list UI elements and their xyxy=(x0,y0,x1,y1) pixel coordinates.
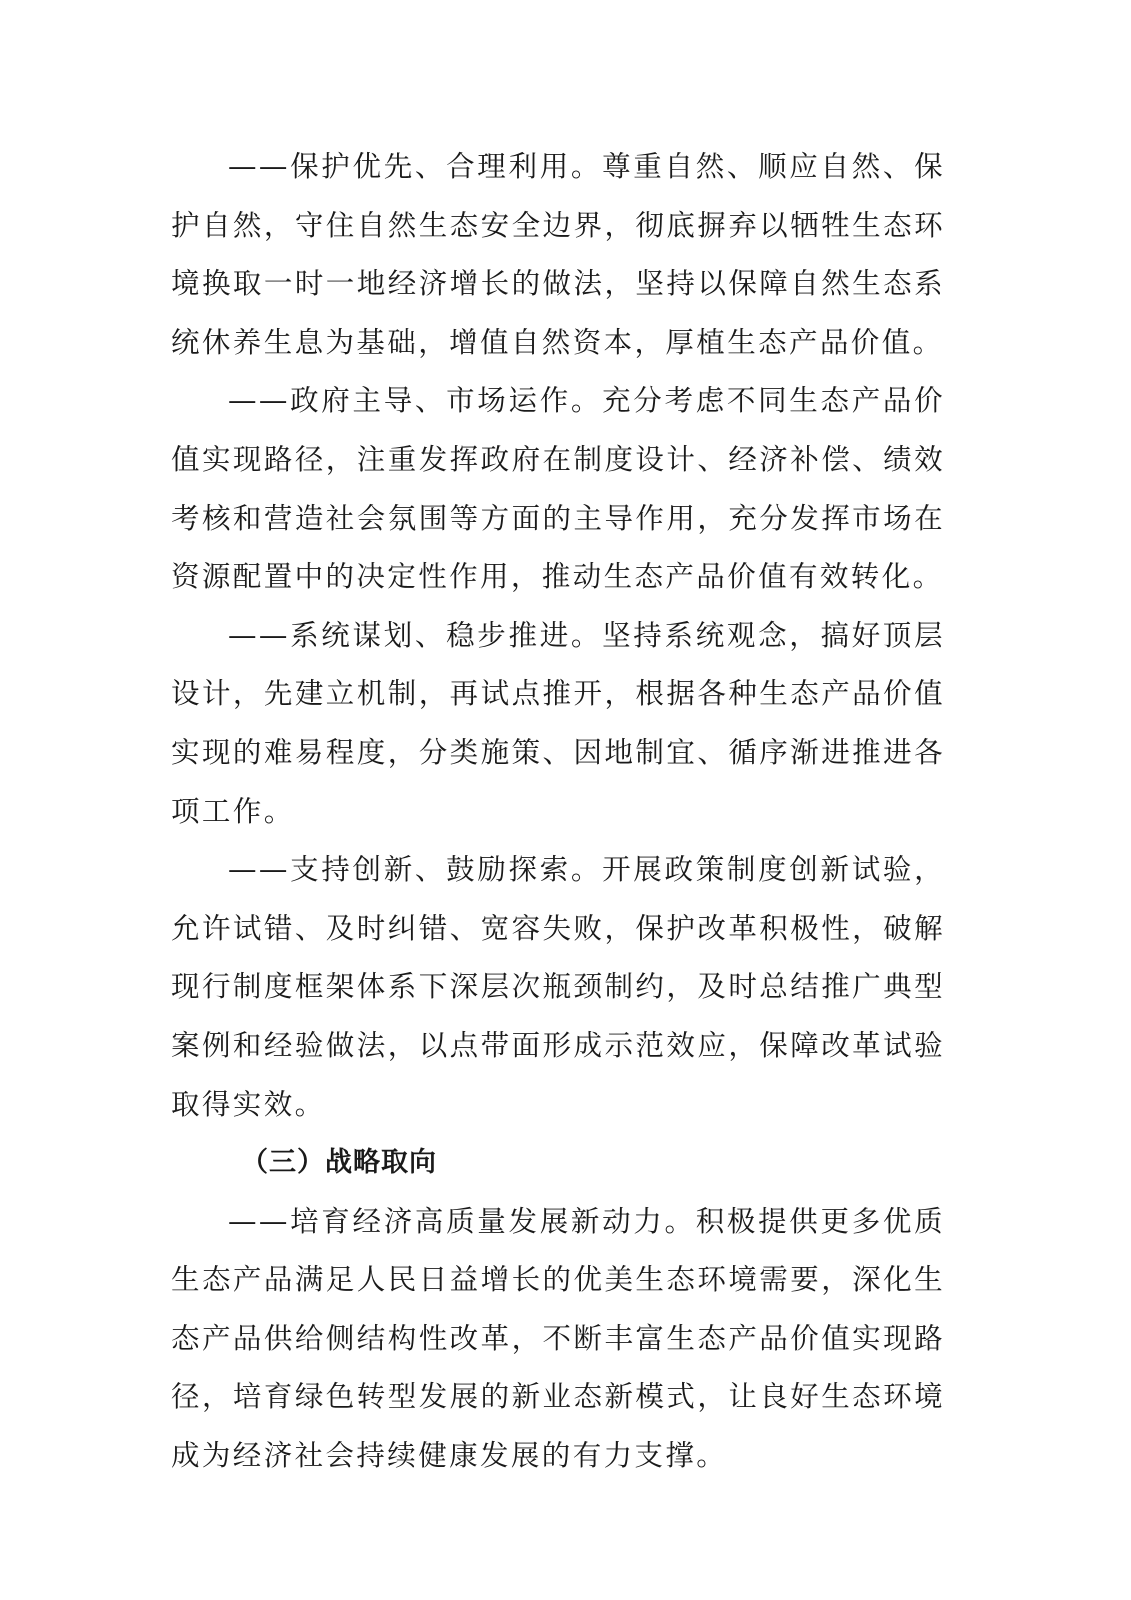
paragraph-high-quality-growth: ——培育经济高质量发展新动力。积极提供更多优质生态产品满足人民日益增长的优美生态环境需要，深化生态产品供给侧结构性改革，不断丰富生态产品价值实现路径，培育绿色转型发展的新业态新模式，让良好生态环境成为经济社会持续健康发展的有力支撑。 xyxy=(171,1204,945,1473)
paragraph-innovation-support: ——支持创新、鼓励探索。开展政策制度创新试验，允许试错、及时纠错、宽容失败，保护改革积极性，破解现行制度框架体系下深层次瓶颈制约，及时总结推广典型案例和经验做法，以点带面形成示范效应，保障改革试验取得实效。 xyxy=(171,853,945,1121)
document-body xyxy=(171,138,945,1486)
paragraph-government-led: ——政府主导、市场运作。充分考虑不同生态产品价值实现路径，注重发挥政府在制度设计、经济补偿、绩效考核和营造社会氛围等方面的主导作用，充分发挥市场在资源配置中的决定性作用，推动生态产品价值有效转化。 xyxy=(171,384,945,594)
paragraph-systematic-planning: ——系统谋划、稳步推进。坚持系统观念，搞好顶层设计，先建立机制，再试点推开，根据各种生态产品价值实现的难易程度，分类施策、因地制宜、循序渐进推进各项工作。 xyxy=(171,618,945,828)
paragraph-protection-priority: ——保护优先、合理利用。尊重自然、顺应自然、保护自然，守住自然生态安全边界，彻底摒弃以牺牲生态环境换取一时一地经济增长的做法，坚持以保障自然生态系统休养生息为基础，增值自然资本，厚植生态产品价值。 xyxy=(171,150,945,359)
section-heading-strategy: （三）战略取向 xyxy=(241,1147,437,1179)
